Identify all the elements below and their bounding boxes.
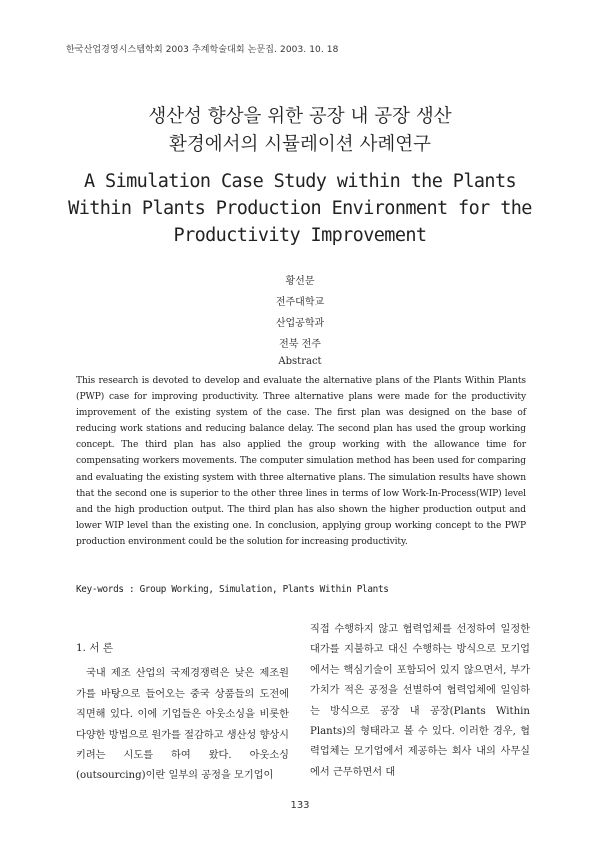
keywords: Key-words : Group Working, Simulation, Plants Within Plants: [76, 584, 389, 595]
author-name: 황선문: [285, 276, 315, 287]
left-column-paragraph: 국내 제조 산업의 국제경쟁력은 낮은 제조원가를 바탕으로 들어오는 중국 상품들의 도전에 직면해 있다. 이에 기업들은 아웃소싱을 비롯한 다양한 방법으로 원가를 절감하고 생산성 향상시키려는 시도를 하여 왔다. 아웃소싱(outsourcing)이란 일부의 공정을 모기업이: [76, 668, 290, 782]
english-title-line: A Simulation Case Study within the Plants: [83, 171, 517, 192]
korean-title-line: 생산성 향상을 위한 공장 내 공장 생산: [148, 106, 452, 127]
korean-title: [0, 103, 600, 159]
abstract-heading: Abstract: [278, 356, 322, 367]
abstract-text: This research is devoted to develop and evaluate the alternative plans of the Plants Within Plants (PWP) case for improving productivity. Three alternative plans were made for the productivity improvement of the existing system of the case. The first plan was designed on the base of reducing work stations and reducing balance delay. The second plan has used the group working concept. The third plan has also applied the group working with the allowance time for compensating workers movements. The computer simulation method has been used for comparing and evaluating the existing system with three alternative plans. The simulation results have shown that the second one is superior to the other three lines in terms of low Work-In-Process(WIP) level and the high production output. The third plan has also shown the higher production output and lower WIP level than the existing one. In conclusion, applying group working concept to the PWP production environment could be the solution for increasing productivity.: [76, 376, 526, 547]
page-number: 133: [290, 800, 310, 811]
author-location: 전북 전주: [279, 339, 321, 350]
right-column: [310, 620, 530, 783]
english-title-line: Within Plants Production Environment for the: [68, 198, 532, 219]
author-block: [0, 271, 600, 355]
section-heading: 1. 서 론: [76, 642, 113, 654]
english-title: [60, 168, 540, 249]
left-column: [76, 638, 289, 787]
korean-title-line: 환경에서의 시뮬레이션 사례연구: [169, 134, 431, 155]
right-column-paragraph: 직접 수행하지 않고 협력업체를 선정하여 일정한 대가를 지불하고 대신 수행하는 방식으로 모기업에서는 핵심기술이 포함되어 있지 않으면서, 부가가치가 적은 공정을 선별하여 협력업체에 일임하는 방식으로 공장 내 공장(Plants Within Plants)의 형태라고 볼 수 있다. 이러한 경우, 협력업체는 모기업에서 제공하는 회사 내의 사무실에서 근무하면서 대: [310, 624, 530, 778]
english-title-line: Productivity Improvement: [173, 225, 427, 246]
author-university: 전주대학교: [275, 297, 325, 308]
author-department: 산업공학과: [275, 318, 325, 329]
running-header: 한국산업경영시스템학회 2003 추계학술대회 논문집. 2003. 10. 18: [66, 45, 339, 55]
